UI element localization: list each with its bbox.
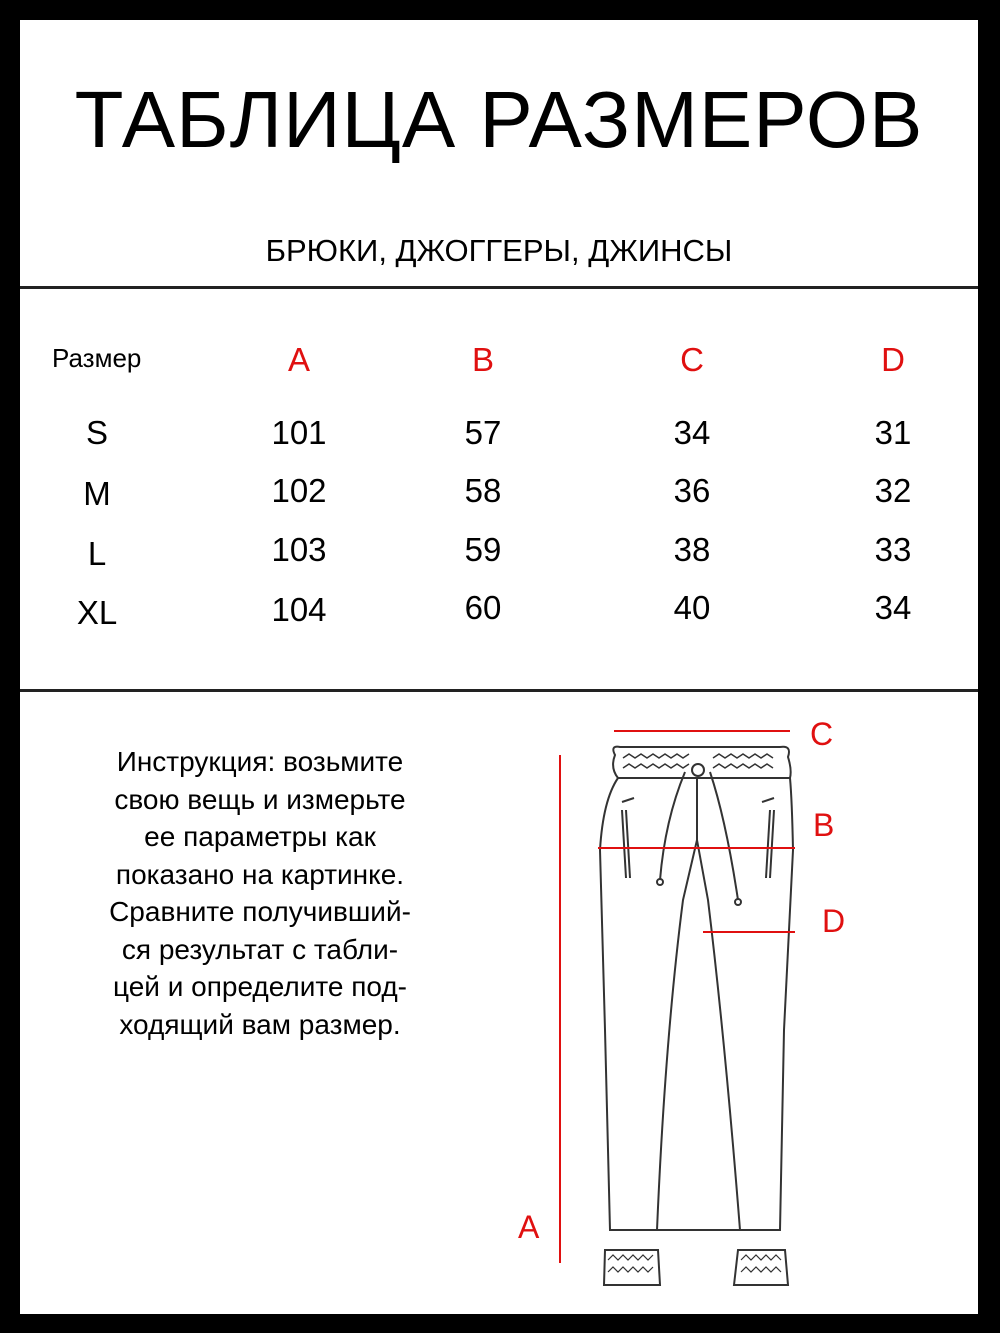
- instruction-line: Инструкция: возьмите: [116, 746, 404, 777]
- size-label-xl: XL: [76, 594, 118, 631]
- label-c: C: [810, 716, 834, 752]
- size-column-header: Размер: [52, 343, 142, 373]
- label-a: A: [518, 1209, 540, 1245]
- column-header-b: B: [471, 341, 494, 378]
- label-d: D: [822, 903, 846, 939]
- instruction-line: ся результат с табли-: [121, 933, 399, 965]
- column-header-c: C: [680, 341, 704, 378]
- divider-top: [20, 286, 978, 289]
- table-cell: 102: [271, 472, 327, 509]
- pants-outline-icon: [600, 747, 793, 1285]
- table-cell: 36: [673, 472, 711, 509]
- size-chart-sheet: [20, 20, 978, 1314]
- page-subtitle: БРЮКИ, ДЖОГГЕРЫ, ДЖИНСЫ: [265, 233, 733, 268]
- table-cell: 60: [464, 589, 502, 626]
- table-cell: 104: [271, 591, 327, 628]
- instruction-line: цей и определите под-: [113, 971, 407, 1002]
- table-cell: 33: [874, 531, 912, 568]
- table-cell: 101: [271, 414, 327, 451]
- table-cell: 57: [464, 414, 502, 451]
- instruction-line: ее параметры как: [144, 821, 376, 852]
- label-b: B: [813, 807, 835, 843]
- table-cell: 58: [464, 472, 502, 509]
- column-header-d: D: [881, 341, 905, 378]
- column-header-a: A: [287, 341, 310, 378]
- table-cell: 31: [874, 414, 912, 451]
- table-cell: 40: [673, 589, 711, 626]
- table-cell: 103: [271, 531, 327, 568]
- table-cell: 32: [874, 472, 912, 509]
- instruction-line: ходящий вам размер.: [119, 1008, 401, 1040]
- size-label-l: L: [87, 535, 107, 572]
- instruction-line: показано на картинке.: [115, 858, 405, 890]
- instruction-line: свою вещь и измерьте: [114, 783, 406, 815]
- size-label-s: S: [85, 414, 108, 451]
- instruction-line: Сравните получивший-: [109, 896, 411, 927]
- page-title: ТАБЛИЦА РАЗМЕРОВ: [74, 75, 924, 164]
- table-cell: 34: [874, 589, 912, 626]
- size-label-m: M: [83, 475, 111, 512]
- pants-measurement-diagram: [20, 710, 978, 1314]
- table-cell: 38: [673, 531, 711, 568]
- table-cell: 59: [464, 531, 502, 568]
- table-cell: 34: [673, 414, 711, 451]
- divider-bottom: [20, 689, 978, 692]
